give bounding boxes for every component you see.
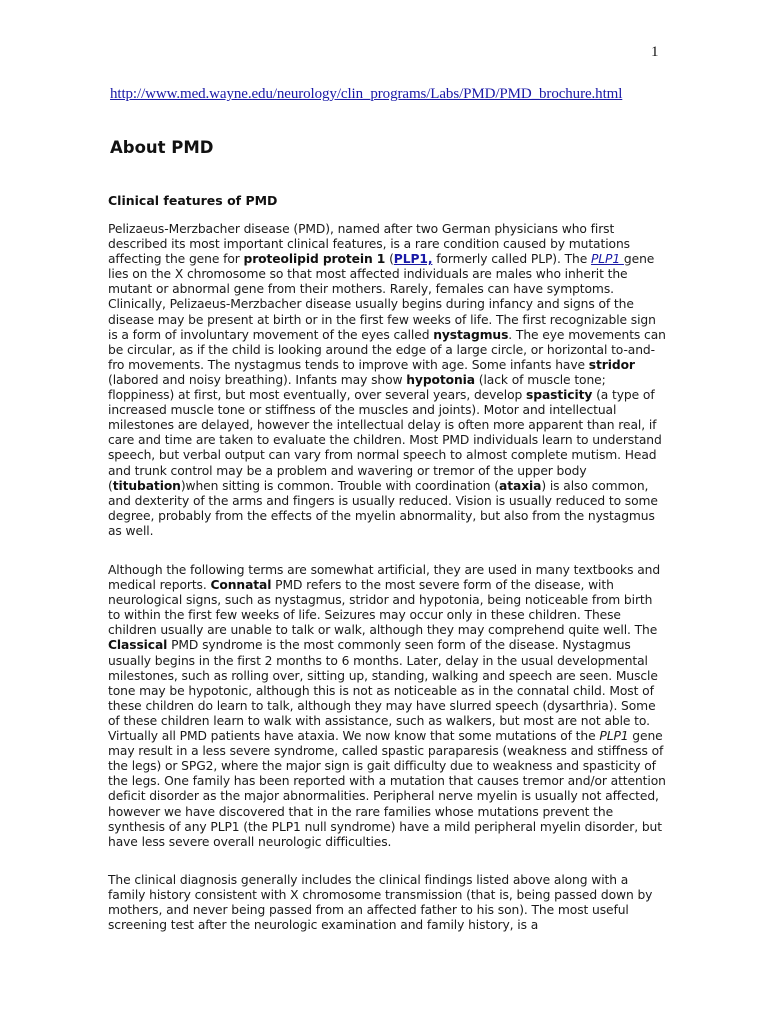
bold-term-classical: Classical (108, 638, 168, 653)
text-run: )when sitting is common. Trouble with coordination ( (180, 478, 500, 493)
text-run: ( (385, 252, 394, 267)
paragraph-diagnosis (108, 873, 668, 933)
text-run: gene may result in a less severe syndrome, called spastic paraparesis (weakness and stiffness of the legs) or SPG2, where the major sign is gait difficulty due to weakness and spasticity of the legs. One family has been reported with a mutation that causes tremor and/or attention deficit disorder as the major abnormalities. Peripheral nerve myelin is usually not affected, however we have discovered that in the rare families whose mutations prevent the synthesis of any PLP1 (the PLP1 null syndrome) have a mild peripheral myelin disorder, but have less severe overall neurologic difficulties. (108, 729, 666, 849)
text-run: PMD syndrome is the most commonly seen form of the disease. Nystagmus usually begins in the first 2 months to 6 months. Later, delay in the usual developmental milestones, such as rolling over, sitting up, standing, walking and speech are seen. Muscle tone may be hypotonic, although this is not as noticeable as in the connatal child. Most of these children do learn to talk, although they may have slurred speech (dysarthria). Some of these children learn to walk with assistance, such as walkers, but most are not able to. Virtually all PMD patients have ataxia. We now know that some mutations of the (108, 638, 658, 744)
text-run: Although the following terms are somewhat artificial, they are used in many textbooks and medical reports. (108, 563, 661, 593)
text-run: formerly called PLP). The (432, 252, 591, 267)
bold-term-ataxia: ataxia (499, 478, 542, 493)
text-run: gene lies on the X chromosome so that most affected individuals are males who inherit the mutant or abnormal gene from their mothers. Rarely, females can have symptoms. Clinically, Pelizaeus-Merzbacher disease usually begins during infancy and signs of the disease may be present at birth or in the first few weeks of life. The first recognizable sign is a form of involuntary movement of the eyes called (108, 252, 656, 342)
text-run: The clinical diagnosis generally includes the clinical findings listed above along with a family history consistent with X chromosome transmission (that is, being passed down by mothers, and never being passed from an affected father to his son). The most useful screening test after the neurologic examination and family history, is a (108, 873, 653, 933)
bold-term-connatal: Connatal (210, 578, 272, 593)
bold-term-hypotonia: hypotonia (406, 372, 475, 387)
paragraph-clinical-features (108, 222, 668, 539)
plp1-gene-link-text: PLP1 (590, 252, 624, 267)
bold-term-proteolipid-protein: proteolipid protein 1 (243, 252, 386, 267)
bold-term-spasticity: spasticity (526, 388, 593, 403)
text-run: (labored and noisy breathing). Infants may show (108, 372, 407, 387)
text-run: Pelizaeus-Merzbacher disease (PMD), named after two German physicians who first described its most important clinical features, is a rare condition caused by mutations affecting the gene for (108, 222, 630, 267)
text-run: . The eye movements can be circular, as if the child is looking around the edge of a large circle, or horizontal to-and-fro movements. The nystagmus tends to improve with age. Some infants have (108, 327, 666, 372)
bold-term-titubation: titubation (112, 478, 181, 493)
text-run: ) is also common, and dexterity of the arms and fingers is usually reduced. Vision is usually reduced to some degree, probably from the effects of the myelin abnormality, but also from the nystagmus as well. (108, 478, 658, 538)
plp1-link[interactable]: PLP1, (393, 252, 433, 267)
text-run: (lack of muscle tone; floppiness) at first, but most eventually, over several years, develop (108, 372, 606, 403)
source-url-link[interactable]: http://www.med.wayne.edu/neurology/clin_programs/Labs/PMD/PMD_brochure.html (110, 86, 623, 102)
bold-term-nystagmus: nystagmus (433, 327, 509, 342)
bold-term-stridor: stridor (588, 357, 635, 372)
paragraph-disease-forms (108, 563, 668, 850)
page-number: 1 (651, 44, 659, 60)
text-run: PMD refers to the most severe form of the disease, with neurological signs, such as nystagmus, stridor and hypotonia, being noticeable from birth to within the first few weeks of life. Seizures may occur only in these children. These children usually are unable to talk or walk, although they may comprehend quite well. The (108, 578, 658, 638)
section-heading: Clinical features of PMD (108, 193, 278, 208)
text-run: (a type of increased muscle tone or stiffness of the muscles and joints). Motor and intellectual milestones are delayed, however the intellectual delay is often more apparent than real, if care and time are taken to evaluate the children. Most PMD individuals learn to understand speech, but verbal output can vary from normal speech to almost complete mutism. Head and trunk control may be a problem and wavering or tremor of the upper body ( (108, 388, 662, 493)
plp1-gene-link[interactable] (591, 252, 624, 266)
italic-gene-plp1: PLP1 (599, 729, 629, 744)
page-title: About PMD (110, 138, 214, 157)
